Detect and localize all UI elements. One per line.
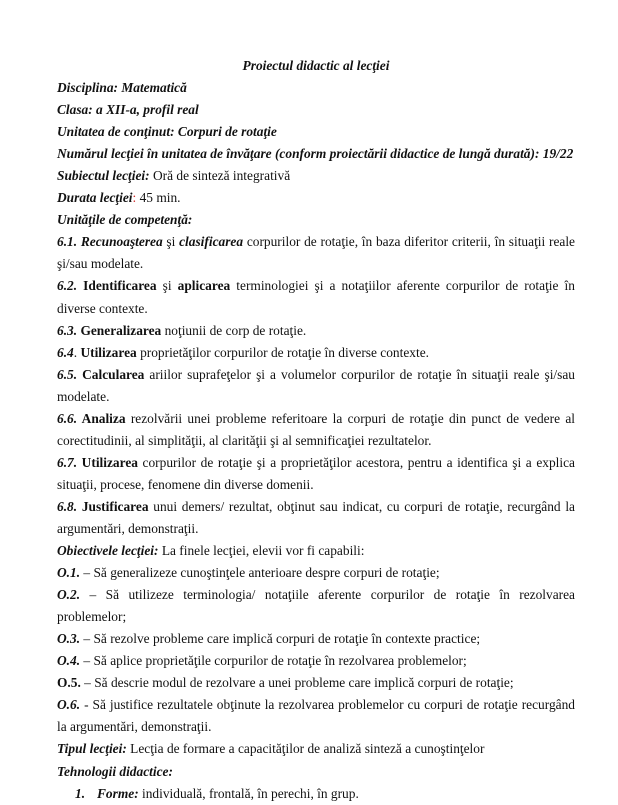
competence-keyword: Analiza bbox=[77, 410, 126, 426]
competence-item bbox=[57, 408, 575, 452]
lesson-number-field: Numărul lecţiei în unitatea de învăţare (conform proiectării didactice de lungă durată): 19/22 bbox=[57, 146, 574, 162]
technologies-list bbox=[57, 783, 575, 805]
objectives-label: Obiectivele lecţiei: bbox=[57, 543, 159, 559]
objective-item bbox=[57, 562, 575, 584]
technologies-heading: Tehnologii didactice: bbox=[57, 763, 173, 779]
subject-value: Oră de sinteză integrativă bbox=[149, 168, 291, 184]
competence-keyword: Identificarea bbox=[77, 278, 157, 294]
objective-number: O.3. bbox=[57, 631, 81, 647]
competence-text: rezolvării unei probleme referitoare la corpuri de rotaţie din punct de vedere al corectitudinii, al simplităţii, al clarităţii şi al semnificaţiei rezultatelor. bbox=[57, 410, 575, 448]
competence-item bbox=[57, 452, 575, 496]
competence-item bbox=[57, 342, 575, 364]
objective-number: O.1. bbox=[57, 565, 81, 581]
competence-number: 6.6. bbox=[57, 410, 78, 426]
document-title: Proiectul didactic al lecţiei bbox=[242, 58, 390, 73]
competence-text: proprietăţilor corpurilor de rotaţie în diverse contexte. bbox=[136, 344, 429, 360]
competence-text: unui demers/ rezultat, obţinut sau indicat, cu corpuri de rotaţie, recurgând la argumentări, demonstraţii. bbox=[57, 498, 575, 536]
class-field: Clasa: a XII-a, profil real bbox=[57, 102, 199, 118]
subject-label: Subiectul lecţiei: bbox=[57, 168, 150, 184]
objectives-list bbox=[57, 562, 575, 738]
objectives-heading bbox=[57, 540, 575, 562]
competence-keyword: Justificarea bbox=[77, 498, 149, 514]
competence-number: 6.1. bbox=[57, 234, 78, 250]
competence-text: corpurilor de rotaţie şi a proprietăţilor acestora, pentru a identifica şi a explica situaţii, procese, fenomene din diverse domenii. bbox=[57, 454, 575, 492]
technology-item bbox=[57, 783, 575, 805]
subject-field bbox=[57, 165, 575, 187]
competence-keyword: Utilizarea bbox=[80, 344, 137, 360]
competence-number: 6.3. bbox=[57, 322, 78, 338]
lesson-type-label: Tipul lecţiei: bbox=[57, 741, 127, 757]
competence-number: 6.5. bbox=[57, 366, 78, 382]
objective-number: O.2. bbox=[57, 587, 81, 603]
objective-item bbox=[57, 672, 575, 694]
technology-value: individuală, frontală, în perechi, în grup. bbox=[138, 785, 359, 801]
competences-list bbox=[57, 231, 575, 540]
competence-keyword: clasificarea bbox=[179, 234, 244, 250]
lesson-type-value: Lecţia de formare a capacităţilor de analiză sinteză a cunoştinţelor bbox=[126, 741, 485, 757]
technology-label: Forme: bbox=[97, 785, 139, 801]
objective-item bbox=[57, 694, 575, 738]
competence-text: noţiunii de corp de rotaţie. bbox=[161, 322, 307, 338]
competence-item bbox=[57, 364, 575, 408]
competence-number: 6.8. bbox=[57, 498, 78, 514]
objective-item bbox=[57, 584, 575, 628]
objective-text: – Să generalizeze cunoştinţele anterioare despre corpuri de rotaţie; bbox=[80, 565, 440, 581]
objective-number: O.6. bbox=[57, 697, 81, 713]
competence-item bbox=[57, 496, 575, 540]
competence-text: corpurilor de rotaţie, în baza diferitor criterii, în situaţii reale şi/sau modelate. bbox=[57, 234, 575, 272]
objective-item bbox=[57, 628, 575, 650]
competence-number: 6.2. bbox=[57, 278, 78, 294]
content-unit-field: Unitatea de conţinut: Corpuri de rotaţie bbox=[57, 124, 277, 140]
competence-number: 6.4 bbox=[57, 344, 74, 360]
competence-text: şi bbox=[162, 234, 180, 250]
objective-number: O.4. bbox=[57, 653, 81, 669]
objective-item bbox=[57, 650, 575, 672]
objective-text: – Să utilizeze terminologia/ notaţiile aferente corpurilor de rotaţie în rezolvarea problemelor; bbox=[57, 587, 575, 625]
competence-item bbox=[57, 320, 575, 342]
competence-text: terminologiei şi a notaţiilor aferente corpurilor de rotaţie în diverse contexte. bbox=[57, 278, 575, 316]
duration-value: 45 min. bbox=[136, 190, 181, 206]
duration-field bbox=[57, 187, 575, 209]
competence-number: 6.7. bbox=[57, 454, 78, 470]
objective-text: – Să rezolve probleme care implică corpuri de rotaţie în contexte practice; bbox=[80, 631, 481, 647]
competence-text: . bbox=[73, 344, 81, 360]
discipline-field: Disciplina: Matematică bbox=[57, 80, 187, 96]
duration-colon: : bbox=[132, 190, 137, 206]
competence-text: ariilor suprafeţelor şi a volumelor corpurilor de rotaţie în situaţii reale şi/sau modelate. bbox=[57, 366, 575, 404]
objective-number: O.5. bbox=[57, 675, 81, 691]
document-page bbox=[57, 55, 575, 805]
competence-units-heading: Unităţile de competenţă: bbox=[57, 212, 193, 228]
lesson-type-field bbox=[57, 738, 575, 760]
competence-keyword: Calcularea bbox=[77, 366, 145, 382]
objective-text: – Să aplice proprietăţile corpurilor de rotaţie în rezolvarea problemelor; bbox=[80, 653, 467, 669]
objective-text: - Să justifice rezultatele obţinute la rezolvarea problemelor cu corpuri de rotaţie recurgând la argumentări, demonstraţii. bbox=[57, 697, 575, 735]
competence-text: şi bbox=[156, 278, 178, 294]
competence-keyword: Generalizarea bbox=[77, 322, 162, 338]
competence-keyword: Recunoaşterea bbox=[77, 234, 163, 250]
competence-keyword: aplicarea bbox=[177, 278, 231, 294]
competence-keyword: Utilizarea bbox=[77, 454, 138, 470]
competence-item bbox=[57, 231, 575, 275]
objective-text: – Să descrie modul de rezolvare a unei probleme care implică corpuri de rotaţie; bbox=[80, 675, 514, 691]
technology-number: 1. bbox=[75, 785, 86, 801]
duration-label: Durata lecţiei bbox=[57, 190, 133, 206]
competence-item bbox=[57, 275, 575, 319]
objectives-intro: La finele lecţiei, elevii vor fi capabili: bbox=[158, 543, 365, 559]
